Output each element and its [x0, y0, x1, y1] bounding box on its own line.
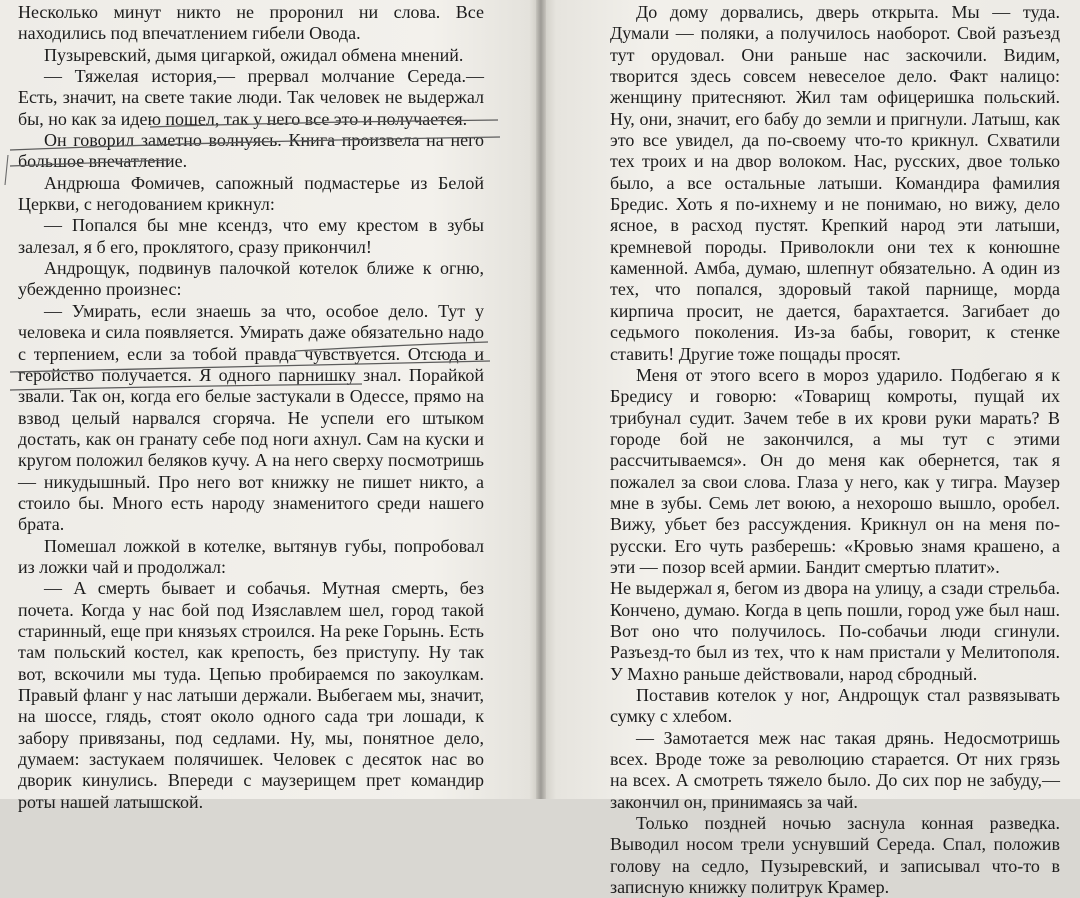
right-page-text — [610, 2, 1060, 898]
paragraph: Он говорил заметно волнуясь. Книга произвела на него большое впечатление. — [18, 130, 484, 172]
book-spine-shadow — [536, 0, 546, 799]
paragraph: Не выдержал я, бегом из двора на улицу, а сзади стрельба. Кончено, думаю. Когда в цепь пошли, город уже был наш. Вот оно что получилось. По-собачьи люди сгинули. Разъезд-то был из тех, что к нам пристали у Мелитополя. У Махно раньше действовали, народ сбродный. — [610, 578, 1060, 684]
pencil-margin-stroke — [5, 155, 8, 185]
paragraph: Андрюша Фомичев, сапожный подмастерье из Белой Церкви, с негодованием крикнул: — [18, 172, 484, 215]
right-page — [548, 0, 1080, 898]
left-page-text — [18, 2, 484, 813]
paragraph: — Тяжелая история,— прервал молчание Середа.— Есть, значит, на свете такие люди. Так человек не выдержал бы, но как за идею пошел, так у него все это и получается. — [18, 66, 484, 129]
paragraph: До дому дорвались, дверь открыта. Мы — туда. Думали — поляки, а получилось наоборот. Свой разъезд тут орудовал. Они раньше нас заскочили. Видим, творится здесь совсем невеселое дело. Факт налицо: женщину притесняют. Жил там офицеришка польский. Ну, они, значит, его бабу до земли и пригнули. Латыш, как это все увидел, да по-своему что-то крикнул. Схватили тех троих и на двор волоком. Нас, русских, двое только было, а все остальные латыши. Командира фамилия Бредис. Хоть я по-ихнему и не понимаю, но вижу, дело ясное, в расход пустят. Крепкий народ эти латыши, кремневой породы. Приволокли они тех к конюшне каменной. Амба, думаю, шлепнут обязательно. А один из тех, что попался, здоровый такой парнище, морда кирпича просит, не дается, барахтается. Загибает до седьмого поколения. Из-за бабы, говорит, к стенке ставить! Другие тоже пощады просят. — [610, 2, 1060, 364]
paragraph: Андрощук, подвинув палочкой котелок ближе к огню, убежденно произнес: — [18, 258, 484, 300]
paragraph: — А смерть бывает и собачья. Мутная смерть, без почета. Когда у нас бой под Изяславлем шел, город такой старинный, еще при князьях строился. На реке Горынь. Есть там польский костел, как крепость, без приступу. Ну так вот, вскочили мы туда. Цепью пробираемся по закоулкам. Правый фланг у нас латыши держали. Выбегаем мы, значит, на шоссе, глядь, стоят около одного сада три лошади, к забору привязаны, под седлами. Ну, мы, понятное дело, думаем: застукаем полячишек. Человек с десяток нас во дворик кинулись. Впереди с маузерищем прет командир роты нашей латышской. — [18, 578, 484, 812]
paragraph: — Замотается меж нас такая дрянь. Недосмотришь всех. Вроде тоже за революцию старается. От них грязь на всех. А смотреть тяжело было. До сих пор не забуду,— закончил он, принимаясь за чай. — [610, 727, 1060, 812]
paragraph: Меня от этого всего в мороз ударило. Подбегаю я к Бредису и говорю: «Товарищ комроты, пущай их трибунал судит. Зачем тебе в их крови руки марать? В городе бой не закончился, а мы тут с этими рассчитываемся». Он до меня как обернется, так я пожалел за свои слова. Глаза у него, как у тигра. Маузер мне в зубы. Семь лет воюю, а нехорошо вышло, оробел. Вижу, убьет без рассуждения. Крикнул он на меня по-русски. Его чуть разберешь: «Кровью знамя крашено, а эти — позор всей армии. Бандит смертью платит». — [610, 364, 1060, 577]
paragraph: Пузыревский, дымя цигаркой, ожидал обмена мнений. — [44, 44, 464, 65]
paragraph: — Попался бы мне ксендз, что ему крестом в зубы залезал, я б его, проклятого, сразу прикончил! — [18, 215, 484, 257]
paragraph: Поставив котелок у ног, Андрощук стал развязывать сумку с хлебом. — [610, 685, 1060, 727]
paragraph: Только поздней ночью заснула конная разведка. Выводил носом трели уснувший Середа. Спал, положив голову на седло, Пузыревский, и записывал что-то в записную книжку политрук Крамер. — [610, 813, 1060, 898]
left-page — [0, 0, 540, 812]
paragraph: — Умирать, если знаешь за что, особое дело. Тут у человека и сила появляется. Умирать даже обязательно надо с терпением, если за тобой правда чувствуется. Отсюда и геройство получается. Я одного парнишку знал. Порайкой звали. Так он, когда его белые застукали в Одессе, прямо на взвод целый нарвался сгоряча. Не успели его штыком достать, как он гранату себе под ноги ахнул. Сам на куски и кругом положил беляков кучу. А на него сверху посмотришь — никудышный. Про него вот книжку не пишет никто, а стоило бы. Много есть народу знаменитого среди нашего брата. — [18, 300, 484, 535]
paragraph: Помешал ложкой в котелке, вытянув губы, попробовал из ложки чай и продолжал: — [18, 535, 484, 577]
paragraph: Несколько минут никто не проронил ни слова. Все находились под впечатлением гибели Овода. — [18, 2, 484, 44]
